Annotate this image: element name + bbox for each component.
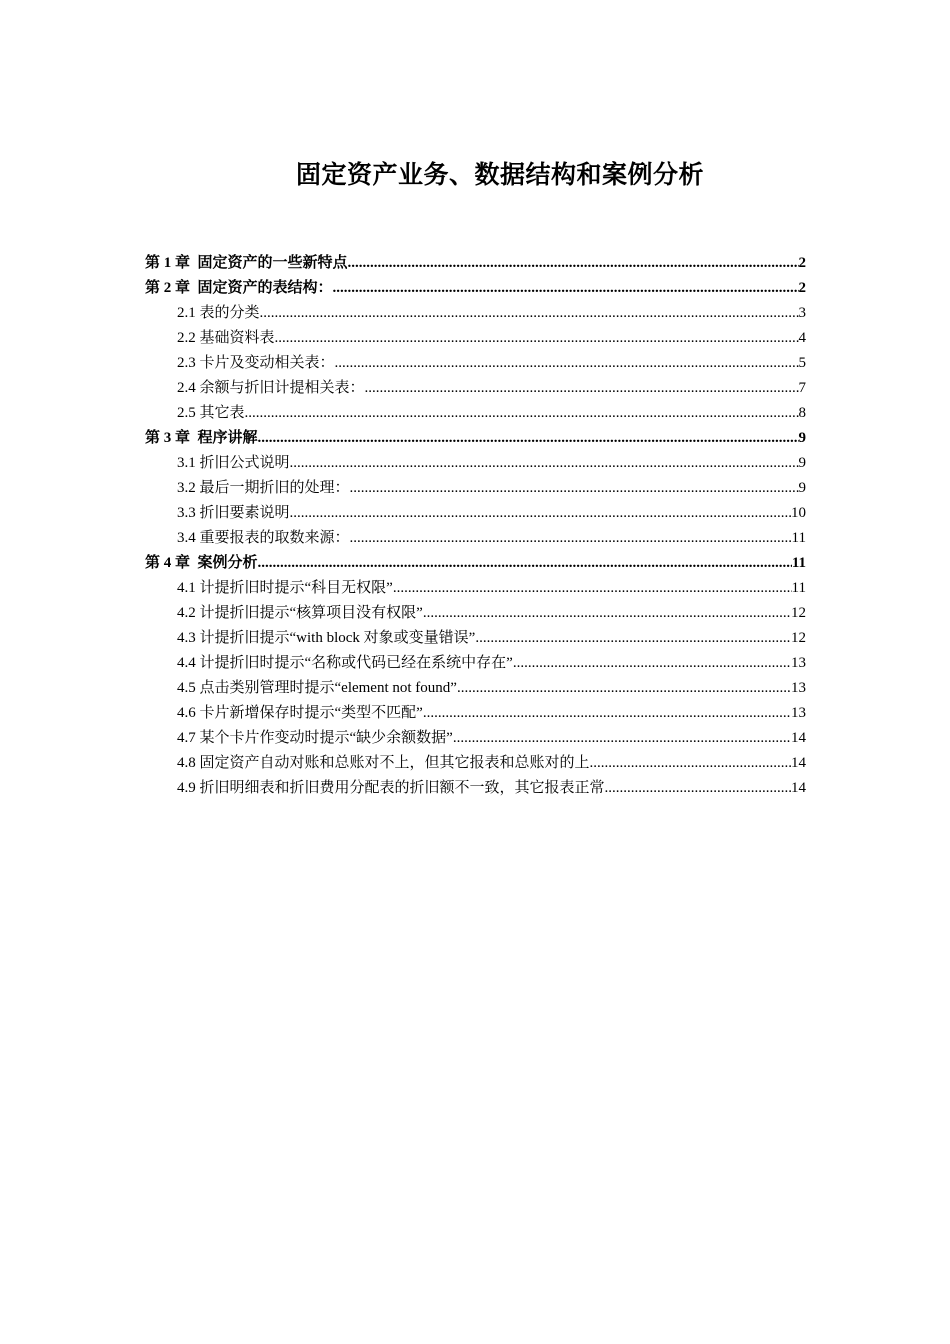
toc-page-number: 13 — [791, 655, 806, 671]
toc-entry-label: 4.7 某个卡片作变动时提示“缺少余额数据” — [177, 730, 453, 746]
toc-dot-leader — [457, 676, 791, 701]
toc-entry-label: 4.3 计提折旧提示“with block 对象或变量错误” — [177, 630, 476, 646]
toc-entry-label: 第 3 章 程序讲解 — [145, 430, 258, 446]
toc-page-number: 14 — [791, 730, 806, 746]
toc-entry-label: 2.1 表的分类 — [177, 305, 260, 321]
toc-chapter-entry[interactable] — [145, 251, 806, 276]
toc-page-number: 13 — [791, 680, 806, 696]
toc-dot-leader — [475, 626, 791, 651]
toc-chapter-entry[interactable] — [145, 551, 806, 576]
toc-section-entry[interactable] — [145, 651, 806, 676]
toc-entry-label: 2.5 其它表 — [177, 405, 245, 421]
toc-section-entry[interactable] — [145, 676, 806, 701]
toc-entry-label: 4.8 固定资产自动对账和总账对不上，但其它报表和总账对的上 — [177, 755, 590, 771]
toc-dot-leader — [245, 401, 799, 426]
toc-entry-label: 3.3 折旧要素说明 — [177, 505, 290, 521]
toc-dot-leader — [290, 501, 791, 526]
toc-page-number: 5 — [798, 355, 806, 371]
toc-entry-label: 4.4 计提折旧时提示“名称或代码已经在系统中存在” — [177, 655, 513, 671]
toc-section-entry[interactable] — [145, 576, 806, 601]
toc-dot-leader — [453, 726, 791, 751]
toc-section-entry[interactable] — [145, 326, 806, 351]
toc-dot-leader — [260, 301, 799, 326]
toc-section-entry[interactable] — [145, 726, 806, 751]
toc-page-number: 11 — [791, 580, 806, 596]
toc-dot-leader — [605, 776, 791, 801]
toc-page-number: 10 — [791, 505, 806, 521]
toc-dot-leader — [258, 551, 792, 576]
toc-page-number: 14 — [791, 780, 806, 796]
toc-entry-label: 2.4 余额与折旧计提相关表： — [177, 380, 365, 396]
toc-entry-label: 3.2 最后一期折旧的处理： — [177, 480, 350, 496]
toc-dot-leader — [348, 251, 799, 276]
toc-page-number: 12 — [791, 605, 806, 621]
toc-page-number: 2 — [798, 280, 806, 296]
toc-entry-label: 2.2 基础资料表 — [177, 330, 275, 346]
toc-chapter-entry[interactable] — [145, 426, 806, 451]
toc-section-entry[interactable] — [145, 626, 806, 651]
toc-entry-label: 第 2 章 固定资产的表结构： — [145, 280, 333, 296]
toc-page-number: 9 — [798, 455, 806, 471]
toc-page-number: 2 — [798, 255, 806, 271]
toc-section-entry[interactable] — [145, 501, 806, 526]
toc-dot-leader — [423, 601, 791, 626]
toc-section-entry[interactable] — [145, 751, 806, 776]
toc-section-entry[interactable] — [145, 301, 806, 326]
toc-dot-leader — [393, 576, 792, 601]
toc-dot-leader — [290, 451, 799, 476]
toc-entry-label: 4.9 折旧明细表和折旧费用分配表的折旧额不一致，其它报表正常 — [177, 780, 605, 796]
toc-page-number: 14 — [791, 755, 806, 771]
toc-dot-leader — [350, 476, 799, 501]
toc-section-entry[interactable] — [145, 701, 806, 726]
toc-section-entry[interactable] — [145, 601, 806, 626]
toc-entry-label: 4.6 卡片新增保存时提示“类型不匹配” — [177, 705, 423, 721]
toc-page-number: 3 — [798, 305, 806, 321]
toc-page-number: 9 — [798, 480, 806, 496]
toc-page-number: 11 — [791, 530, 806, 546]
toc-entry-label: 第 4 章 案例分析 — [145, 555, 258, 571]
toc-section-entry[interactable] — [145, 776, 806, 801]
toc-section-entry[interactable] — [145, 526, 806, 551]
toc-dot-leader — [350, 526, 792, 551]
toc-dot-leader — [513, 651, 791, 676]
toc-entry-label: 4.5 点击类别管理时提示“element not found” — [177, 680, 457, 696]
toc-page-number: 8 — [798, 405, 806, 421]
toc-dot-leader — [423, 701, 791, 726]
toc-entry-label: 4.2 计提折旧提示“核算项目没有权限” — [177, 605, 423, 621]
toc-section-entry[interactable] — [145, 476, 806, 501]
toc-entry-label: 4.1 计提折旧时提示“科目无权限” — [177, 580, 393, 596]
toc-page-number: 9 — [798, 430, 806, 446]
table-of-contents — [145, 251, 806, 801]
toc-dot-leader — [590, 751, 791, 776]
toc-dot-leader — [275, 326, 799, 351]
toc-page-number: 12 — [791, 630, 806, 646]
document-title: 固定资产业务、数据结构和案例分析 — [295, 162, 704, 189]
toc-page-number: 7 — [798, 380, 806, 396]
toc-page-number: 13 — [791, 705, 806, 721]
toc-chapter-entry[interactable] — [145, 276, 806, 301]
toc-page-number: 11 — [791, 555, 806, 571]
toc-page-number: 4 — [798, 330, 806, 346]
toc-section-entry[interactable] — [145, 401, 806, 426]
toc-dot-leader — [258, 426, 799, 451]
toc-entry-label: 3.1 折旧公式说明 — [177, 455, 290, 471]
toc-entry-label: 第 1 章 固定资产的一些新特点 — [145, 255, 348, 271]
toc-dot-leader — [335, 351, 799, 376]
toc-dot-leader — [365, 376, 799, 401]
toc-section-entry[interactable] — [145, 351, 806, 376]
toc-entry-label: 2.3 卡片及变动相关表： — [177, 355, 335, 371]
toc-entry-label: 3.4 重要报表的取数来源： — [177, 530, 350, 546]
toc-dot-leader — [333, 276, 799, 301]
toc-section-entry[interactable] — [145, 451, 806, 476]
toc-section-entry[interactable] — [145, 376, 806, 401]
